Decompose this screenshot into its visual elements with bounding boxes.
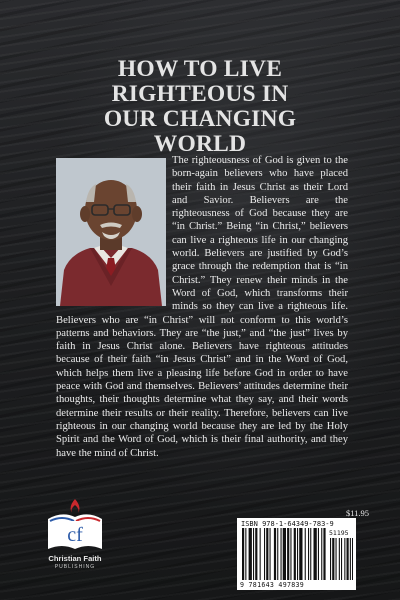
barcode-bar [318,528,319,580]
barcode-bar [305,528,306,580]
barcode-bar [274,528,276,580]
barcode-bar [264,528,265,580]
publisher-name: Christian Faith [48,554,102,563]
barcode-bar [260,528,261,580]
barcode-bar [255,528,257,580]
description-text: The righteousness of God is given to the born-again believers who have placed their faith in Jesus Christ as their Lord and Savior. Believers are the righteousness of God because they are “in Christ.” Being “in Christ,” believers can live a righteous life in our changing world. Believers are justified by God’s grace through the redemption that is “in Christ.” They renew their minds in the Word of God, which transforms their minds so they can live a righteous life. Believers who are “in Christ” will not conform to this world’s patterns and behaviors. They are “the just,” and “the just” lives by faith in Jesus Christ alone. Believers have righteous attitudes because of their faith “in Jesus Christ” and in the Word of God, which helps them live a pleasing life before God in order to have peace with God and themselves. Believers’ attitudes determine their thoughts, their thoughts determine what they say, and their words determine their results or their reality. Therefore, believers can live righteous in our changing world because they are led by the Holy Spirit and the Word of God, which is their final authority, and they have the mind of Christ. [56,155,348,459]
barcode-bar [249,528,252,580]
title-line: OUR CHANGING [103,106,297,132]
barcode-addon-bar [352,538,353,580]
book-title [60,57,340,157]
barcode-addon-bar [339,538,340,580]
barcode-bar [323,528,325,580]
publisher-logo-icon [44,497,106,555]
barcode-addon-bar [347,538,349,580]
barcode-price-code: 51195 [329,529,349,537]
isbn-text: ISBN 978-1-64349-783-9 [241,520,334,528]
barcode-bar [245,528,246,580]
title-line: WORLD [153,131,247,157]
barcode-bars [240,528,353,581]
barcode-bar [253,528,254,580]
barcode-bar [270,528,271,580]
barcode-addon-bar [350,538,351,580]
barcode-addon-bar [330,538,331,580]
barcode-addon-bar [341,538,342,580]
barcode-bar [242,528,244,580]
price-label: $11.95 [346,508,370,518]
barcode-addon-bar [332,538,334,580]
isbn-barcode [237,518,356,590]
title-line: HOW TO LIVE [117,56,283,82]
barcode-addon-bar [344,538,345,580]
barcode-bar [310,528,311,580]
barcode-digits: 9 781643 497839 [240,581,305,589]
barcode-addon-bar [336,538,337,580]
barcode-bar [294,528,296,580]
book-description [56,154,348,460]
logo-letters: cf [67,524,83,546]
barcode-bar [321,528,322,580]
publisher-logo [44,497,106,555]
barcode-bar [283,528,286,580]
barcode-bar [266,528,268,580]
barcode-bar [297,528,298,580]
barcode-bar [314,528,317,580]
barcode-bar [287,528,289,580]
barcode-bar [281,528,282,580]
barcode-bar [277,528,278,580]
barcode-bar [299,528,302,580]
publisher-subname: PUBLISHING [54,564,96,570]
barcode-bar [290,528,291,580]
barcode-bar [308,528,309,580]
title-line: RIGHTEOUS IN [111,81,289,107]
